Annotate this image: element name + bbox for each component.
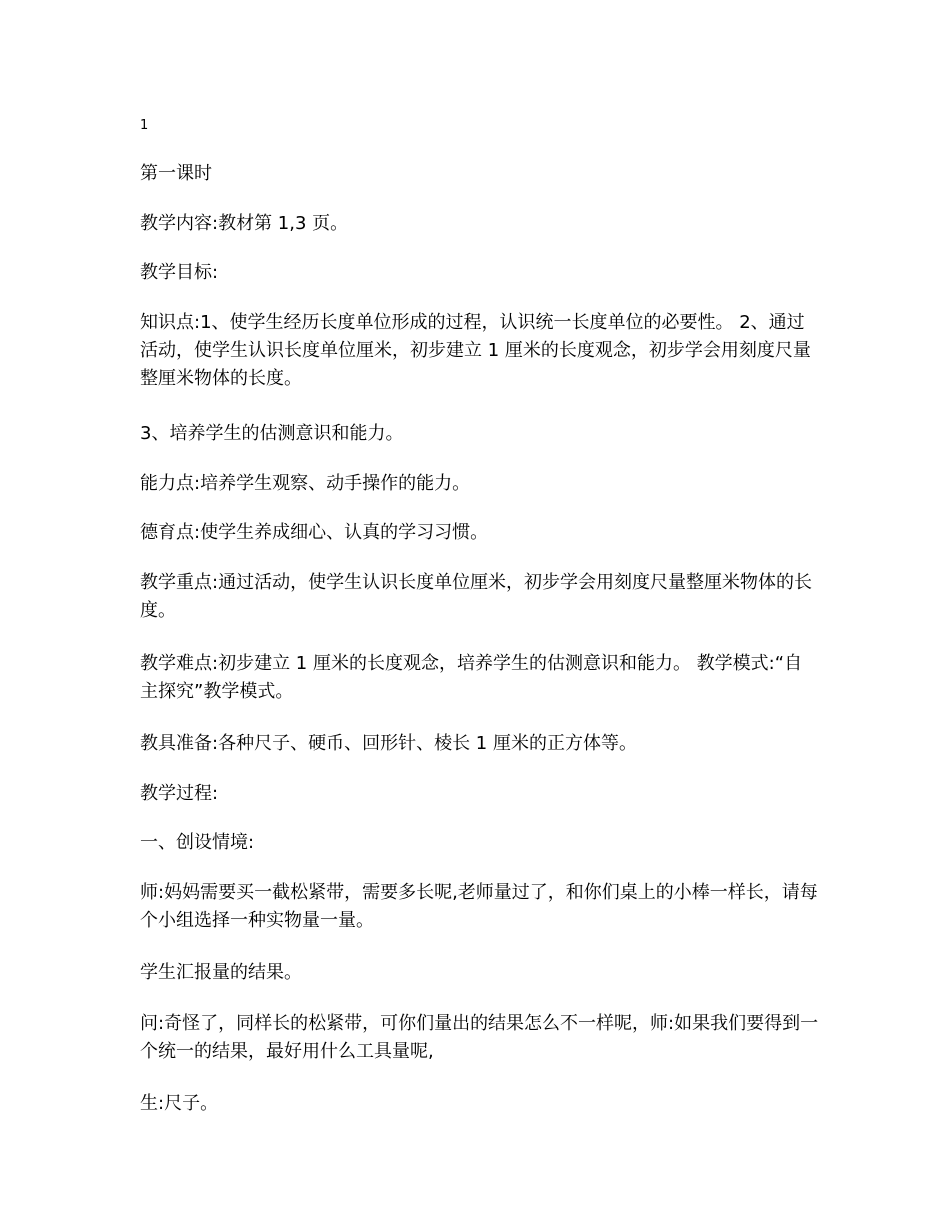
teaching-goals-heading: 教学目标: (140, 262, 219, 283)
student-answer: 生:尺子。 (140, 1093, 219, 1114)
teaching-aids: 教具准备:各种尺子、硬币、回形针、棱长 1 厘米的正方体等。 (140, 733, 637, 754)
teaching-content: 教学内容:教材第 1,3 页。 (140, 213, 349, 234)
teaching-difficulty: 教学难点:初步建立 1 厘米的长度观念，培养学生的估测意识和能力。 教学模式:“自主探究”教学模式。 (140, 653, 803, 702)
teaching-focus: 教学重点:通过活动，使学生认识长度单位厘米，初步学会用刻度尺量整厘米物体的长度。 (140, 572, 813, 621)
teacher-question: 问:奇怪了，同样长的松紧带，可你们量出的结果怎么不一样呢，师:如果我们要得到一个统一的结果，最好用什么工具量呢, (140, 1013, 819, 1062)
teacher-intro: 师:妈妈需要买一截松紧带，需要多长呢,老师量过了，和你们桌上的小棒一样长，请每个小组选择一种实物量一量。 (140, 882, 818, 931)
page-number: 1 (140, 118, 149, 133)
knowledge-points: 知识点:1、使学生经历长度单位形成的过程，认识统一长度单位的必要性。 2、通过活动，使学生认识长度单位厘米，初步建立 1 厘米的长度观念，初步学会用刻度尺量整厘米物体的长度。 (140, 312, 811, 389)
knowledge-point-3: 3、培养学生的估测意识和能力。 (140, 423, 404, 444)
moral-point: 德育点:使学生养成细心、认真的学习习惯。 (140, 522, 489, 543)
student-report: 学生汇报量的结果。 (140, 962, 302, 983)
teaching-process-heading: 教学过程: (140, 783, 219, 804)
section-one-heading: 一、创设情境: (140, 832, 255, 853)
lesson-title: 第一课时 (140, 163, 212, 184)
ability-point: 能力点:培养学生观察、动手操作的能力。 (140, 473, 471, 494)
